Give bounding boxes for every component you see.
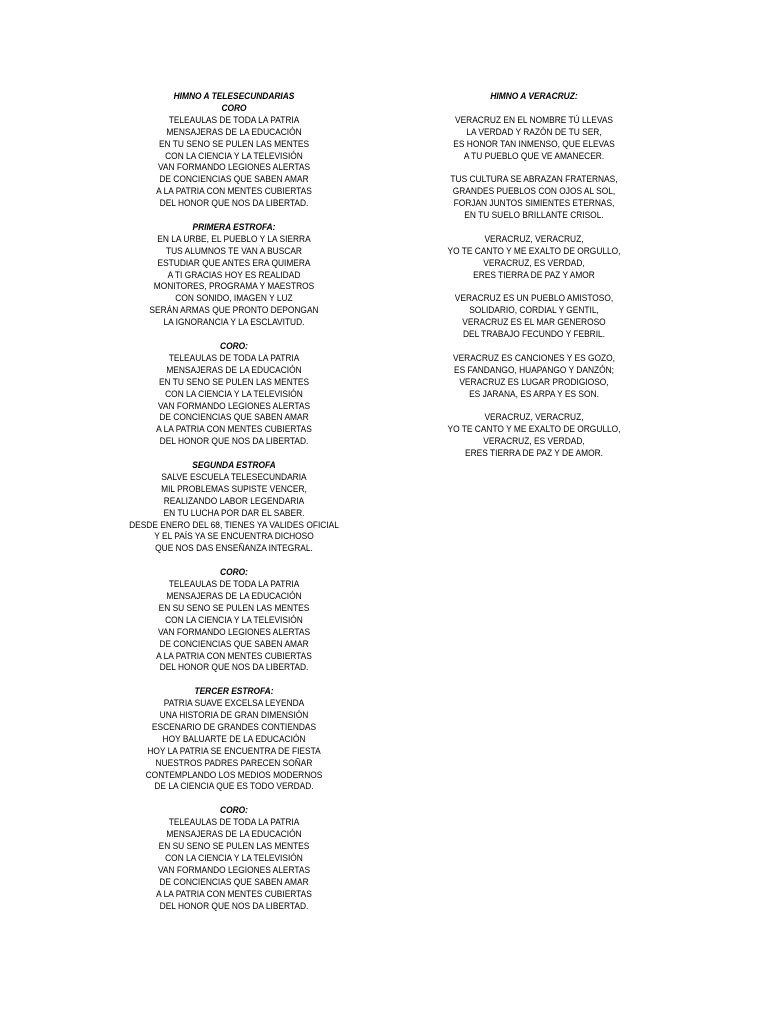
verse-line: MONITORES, PROGRAMA Y MAESTROS <box>153 281 315 292</box>
verse-line: PATRIA SUAVE EXCELSA LEYENDA <box>163 698 305 709</box>
verse-line: FORJAN JUNTOS SIMIENTES ETERNAS, <box>453 198 615 209</box>
hymn-title: HIMNO A VERACRUZ: <box>490 91 578 101</box>
stanza-heading: SEGUNDA ESTROFA <box>192 460 276 471</box>
verse-line: YO TE CANTO Y ME EXALTO DE ORGULLO, <box>447 424 621 435</box>
verse-line: VERACRUZ EN EL NOMBRE TÚ LLEVAS <box>455 114 613 125</box>
stanza-heading: CORO: <box>220 567 248 578</box>
verse-line: UNA HISTORIA DE GRAN DIMENSIÓN <box>159 710 309 721</box>
verse-line: VERACRUZ, VERACRUZ, <box>484 233 584 244</box>
verse-line: LA VERDAD Y RAZÓN DE TU SER, <box>466 126 602 137</box>
verse-line: QUE NOS DAS ENSEÑANZA INTEGRAL. <box>155 543 313 554</box>
verse-line: VERACRUZ, VERACRUZ, <box>484 412 584 423</box>
verse-line: ESTUDIAR QUE ANTES ERA QUIMERA <box>157 257 311 268</box>
verse-line: A TI GRACIAS HOY ES REALIDAD <box>167 269 301 280</box>
stanza-heading: TERCER ESTROFA: <box>194 686 274 697</box>
verse-line: A LA PATRIA CON MENTES CUBIERTAS <box>156 186 312 197</box>
stanza-heading: CORO: <box>220 341 248 351</box>
stanza-heading: CORO <box>221 102 247 113</box>
verse-line: ESCENARIO DE GRANDES CONTIENDAS <box>151 721 317 732</box>
verse-line: LA IGNORANCIA Y LA ESCLAVITUD. <box>163 317 305 328</box>
verse-line: MENSAJERAS DE LA EDUCACIÓN <box>166 126 302 137</box>
chorus <box>418 234 651 282</box>
verse-line: NUESTROS PADRES PARECEN SOÑAR <box>155 757 313 768</box>
verse-line: VAN FORMANDO LEGIONES ALERTAS <box>157 864 311 875</box>
verse-line: DE CONCIENCIAS QUE SABEN AMAR <box>159 412 309 423</box>
verse-line: EN SU SENO SE PULEN LAS MENTES <box>158 841 310 851</box>
verse-line: VAN FORMANDO LEGIONES ALERTAS <box>157 400 311 411</box>
verse <box>418 174 651 222</box>
verse-third <box>118 686 351 793</box>
verse-line: DEL TRABAJO FECUNDO Y FEBRIL. <box>462 329 606 340</box>
verse-line: EN TU LUCHA POR DAR EL SABER. <box>163 507 305 518</box>
verse-line: MENSAJERAS DE LA EDUCACIÓN <box>166 829 302 840</box>
verse-line: YO TE CANTO Y ME EXALTO DE ORGULLO, <box>447 245 621 256</box>
verse-line: ERES TIERRA DE PAZ Y AMOR <box>473 269 595 280</box>
verse-line: EN TU SUELO BRILLANTE CRISOL. <box>464 210 604 221</box>
verse-line: CON LA CIENCIA Y LA TELEVISIÓN <box>165 852 303 863</box>
verse-line: DE LA CIENCIA QUE ES TODO VERDAD. <box>154 781 314 792</box>
chorus <box>118 805 351 912</box>
verse-line: DEL HONOR QUE NOS DA LIBERTAD. <box>159 900 309 911</box>
verse <box>418 115 651 163</box>
verse-line: ERES TIERRA DE PAZ Y DE AMOR. <box>464 448 603 459</box>
verse-line: CONTEMPLANDO LOS MEDIOS MODERNOS <box>145 769 323 780</box>
verse-line: SERÁN ARMAS QUE PRONTO DEPONGAN <box>149 305 319 316</box>
hymn-veracruz <box>418 91 651 472</box>
verse-line: EN TU SENO SE PULEN LAS MENTES <box>158 376 310 387</box>
chorus <box>118 341 351 448</box>
verse-second <box>118 460 351 555</box>
stanza-heading: CORO: <box>220 805 248 816</box>
verse-line: A LA PATRIA CON MENTES CUBIERTAS <box>156 650 312 661</box>
verse-line: MENSAJERAS DE LA EDUCACIÓN <box>166 591 302 601</box>
verse-line: MENSAJERAS DE LA EDUCACIÓN <box>166 364 302 375</box>
verse-line: DEL HONOR QUE NOS DA LIBERTAD. <box>159 436 309 447</box>
verse <box>418 293 651 341</box>
verse-line: DE CONCIENCIAS QUE SABEN AMAR <box>159 638 309 649</box>
stanza-heading: PRIMERA ESTROFA: <box>192 221 276 232</box>
verse-line: VERACRUZ ES EL MAR GENEROSO <box>462 317 606 328</box>
verse-line: EN LA URBE, EL PUEBLO Y LA SIERRA <box>157 233 311 244</box>
verse-line: TUS ALUMNOS TE VAN A BUSCAR <box>166 245 302 256</box>
verse-line: VERACRUZ, ES VERDAD, <box>483 436 585 447</box>
verse-line: A LA PATRIA CON MENTES CUBIERTAS <box>156 888 312 899</box>
hymn-telesecundarias <box>118 91 351 924</box>
verse-line: CON SONIDO, IMAGEN Y LUZ <box>175 293 293 304</box>
verse-line: VAN FORMANDO LEGIONES ALERTAS <box>157 162 311 173</box>
verse-line: DESDE ENERO DEL 68, TIENES YA VALIDES OFICIAL <box>129 519 339 530</box>
verse-line: EN TU SENO SE PULEN LAS MENTES <box>158 138 310 149</box>
hymn-title: HIMNO A TELESECUNDARIAS <box>173 91 295 101</box>
verse-line: VERACRUZ ES UN PUEBLO AMISTOSO, <box>454 293 614 304</box>
chorus <box>118 103 351 210</box>
verse-line: DE CONCIENCIAS QUE SABEN AMAR <box>159 174 309 185</box>
chorus <box>418 412 651 460</box>
verse-line: VERACRUZ ES CANCIONES Y ES GOZO, <box>452 352 616 363</box>
verse-line: VERACRUZ ES LUGAR PRODIGIOSO, <box>459 376 609 387</box>
verse <box>418 353 651 401</box>
verse-line: DEL HONOR QUE NOS DA LIBERTAD. <box>159 198 309 209</box>
verse-line: Y EL PAÍS YA SE ENCUENTRA DICHOSO <box>154 531 314 542</box>
verse-line: TUS CULTURA SE ABRAZAN FRATERNAS, <box>450 174 618 185</box>
verse-line: A TU PUEBLO QUE VE AMANECER. <box>463 150 605 161</box>
verse-line: DE CONCIENCIAS QUE SABEN AMAR <box>159 876 309 887</box>
verse-line: ES JARANA, ES ARPA Y ES SON. <box>469 388 599 399</box>
verse-line: A LA PATRIA CON MENTES CUBIERTAS <box>156 424 312 435</box>
verse-line: DEL HONOR QUE NOS DA LIBERTAD. <box>159 662 309 673</box>
verse-line: TELEAULAS DE TODA LA PATRIA <box>168 114 300 125</box>
verse-line: TELEAULAS DE TODA LA PATRIA <box>168 817 300 828</box>
verse-line: SALVE ESCUELA TELESECUNDARIA <box>161 471 307 482</box>
verse-line: REALIZANDO LABOR LEGENDARIA <box>163 495 305 506</box>
verse-line: GRANDES PUEBLOS CON OJOS AL SOL, <box>452 186 616 197</box>
verse-line: TELEAULAS DE TODA LA PATRIA <box>168 579 300 590</box>
verse-line: CON LA CIENCIA Y LA TELEVISIÓN <box>165 150 303 161</box>
verse-line: CON LA CIENCIA Y LA TELEVISIÓN <box>165 388 303 399</box>
verse-line: HOY BALUARTE DE LA EDUCACIÓN <box>162 733 306 744</box>
verse-line: SOLIDARIO, CORDIAL Y GENTIL, <box>469 305 599 316</box>
verse-line: ES FANDANGO, HUAPANGO Y DANZÓN; <box>453 364 614 375</box>
verse-line: VERACRUZ, ES VERDAD, <box>483 257 585 268</box>
verse-line: CON LA CIENCIA Y LA TELEVISIÓN <box>165 614 303 625</box>
verse-line: ES HONOR TAN INMENSO, QUE ELEVAS <box>453 138 615 149</box>
verse-line: MIL PROBLEMAS SUPISTE VENCER, <box>161 483 307 494</box>
chorus <box>118 567 351 674</box>
verse-line: HOY LA PATRIA SE ENCUENTRA DE FIESTA <box>147 745 321 756</box>
verse-first <box>118 222 351 329</box>
verse-line: TELEAULAS DE TODA LA PATRIA <box>168 352 300 363</box>
verse-line: VAN FORMANDO LEGIONES ALERTAS <box>157 626 311 637</box>
verse-line: EN SU SENO SE PULEN LAS MENTES <box>158 602 310 613</box>
